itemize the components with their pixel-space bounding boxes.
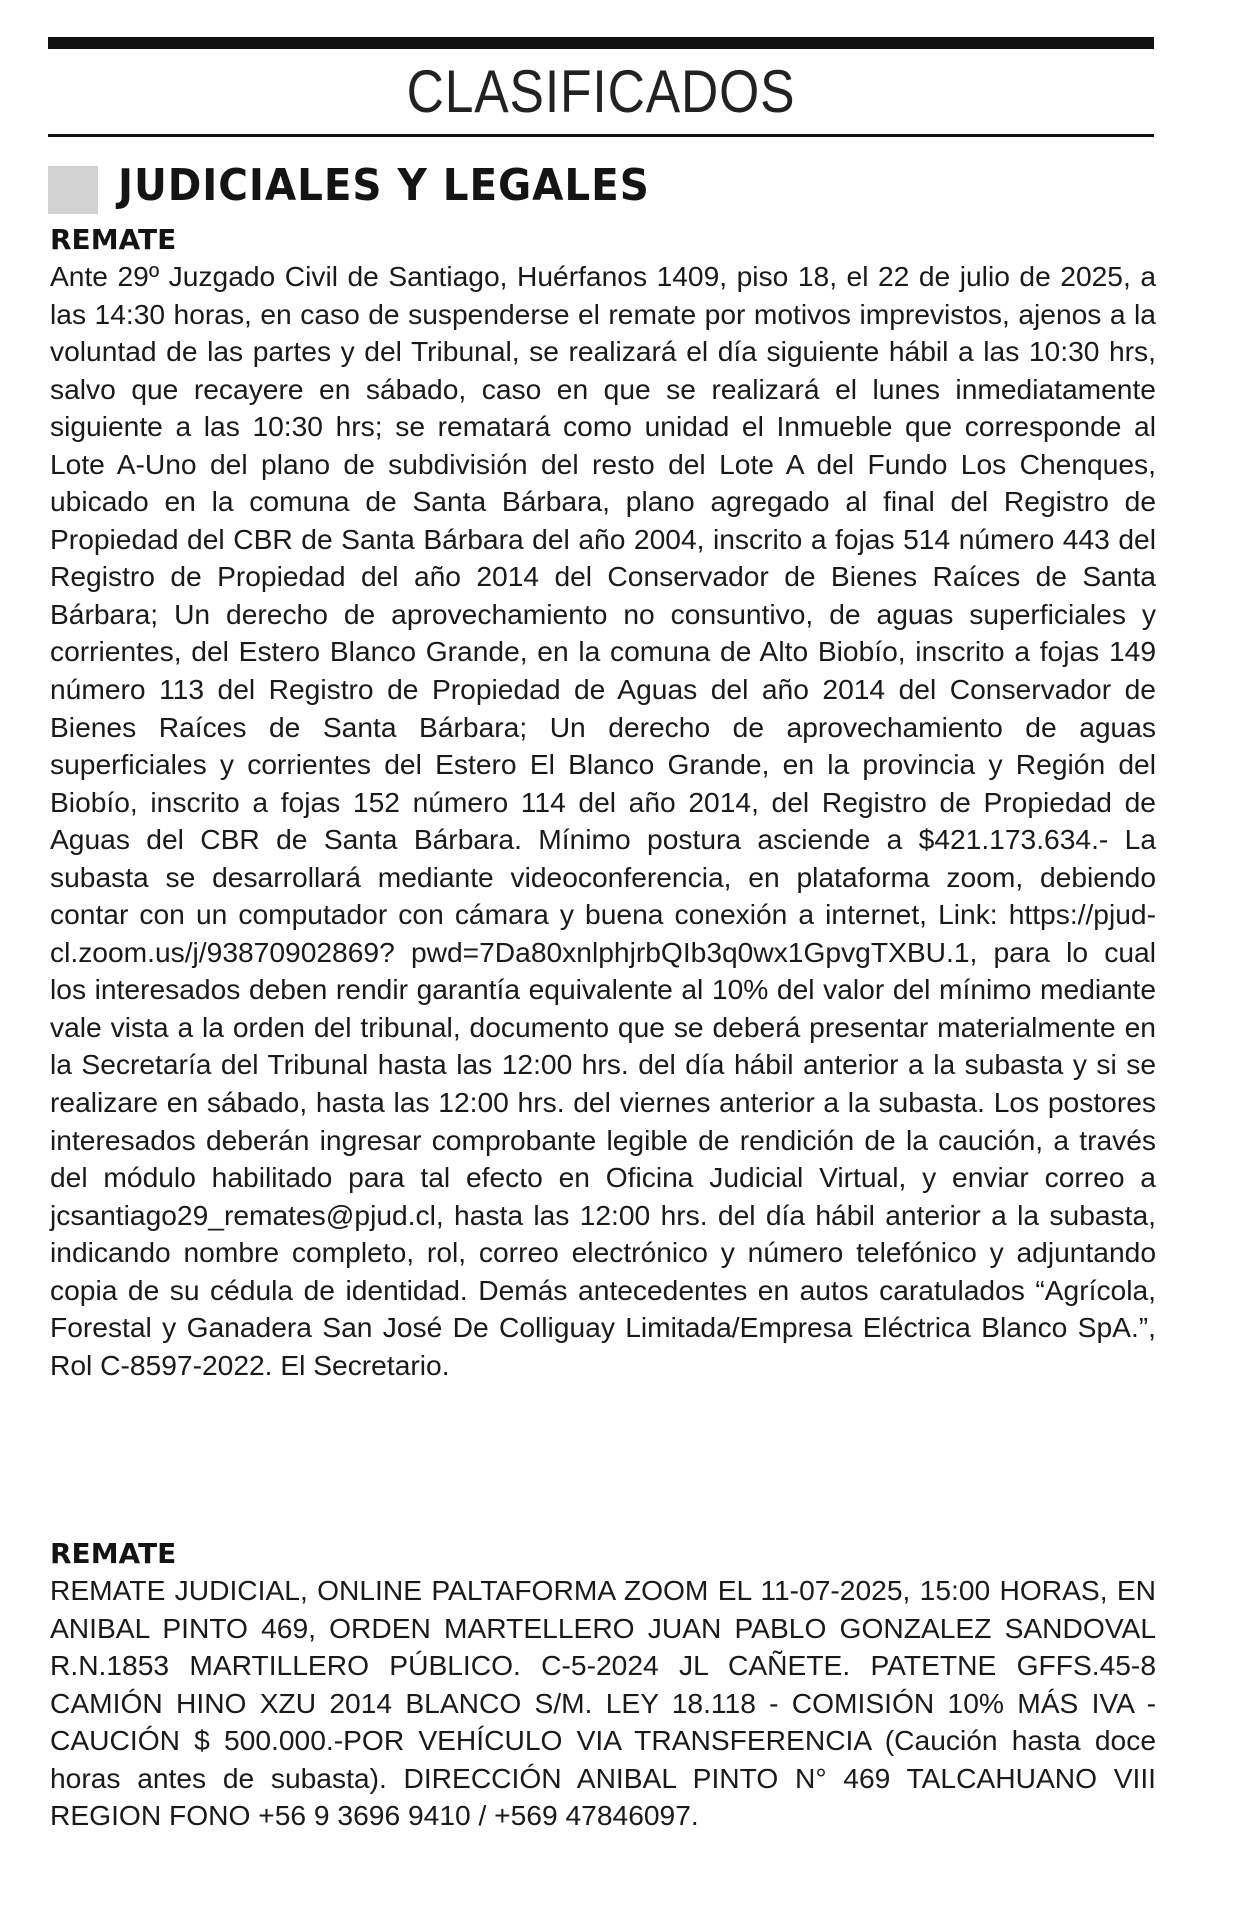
section-title: CLASIFICADOS [406,58,796,125]
classified-ad [50,1536,1156,1835]
title-rule [48,134,1154,137]
classified-ad [50,222,1156,1384]
ad-body: Ante 29º Juzgado Civil de Santiago, Huérfanos 1409, piso 18, el 22 de julio de 2025, a las 14:30 horas, en caso de suspenderse el remate por motivos imprevistos, ajenos a la voluntad de las partes y del Tribunal, se realizará el día siguiente hábil a las 10:30 hrs, salvo que recayere en sábado, caso en que se realizará el lunes inmediatamente siguiente a las 10:30 hrs; se rematará como unidad el Inmueble que corresponde al Lote A-Uno del plano de subdivisión del resto del Lote A del Fundo Los Chenques, ubicado en la comuna de Santa Bárbara, plano agregado al final del Registro de Propiedad del CBR de Santa Bárbara del año 2004, inscrito a fojas 514 número 443 del Registro de Propiedad del año 2014 del Conservador de Bienes Raíces de Santa Bárbara; Un derecho de aprovechamiento no consuntivo, de aguas superficiales y corrientes, del Estero Blanco Grande, en la comuna de Alto Biobío, inscrito a fojas 149 número 113 del Registro de Propiedad de Aguas del año 2014 del Conservador de Bienes Raíces de Santa Bárbara; Un derecho de aprovechamiento de aguas superficiales y corrientes del Estero El Blanco Grande, en la provincia y Región del Biobío, inscrito a fojas 152 número 114 del año 2014, del Registro de Propiedad de Aguas del CBR de Santa Bárbara. Mínimo postura asciende a $421.173.634.- La subasta se desarrollará mediante videoconferencia, en plataforma zoom, debiendo contar con un computador con cámara y buena conexión a internet, Link: https://pjud-cl.zoom.us/j/93870902869? pwd=7Da80xnlphjrbQIb3q0wx1GpvgTXBU.1, para lo cual los interesados deben rendir garantía equivalente al 10% del valor del mínimo mediante vale vista a la orden del tribunal, documento que se deberá presentar materialmente en la Secretaría del Tribunal hasta las 12:00 hrs. del día hábil anterior a la subasta y si se realizare en sábado, hasta las 12:00 hrs. del viernes anterior a la subasta. Los postores interesados deberán ingresar comprobante legible de rendición de la caución, a través del módulo habilitado para tal efecto en Oficina Judicial Virtual, y enviar correo a jcsantiago29_remates@pjud.cl, hasta las 12:00 hrs. del día hábil anterior a la subasta, indicando nombre completo, rol, correo electrónico y número telefónico y adjuntando copia de su cédula de identidad. Demás antecedentes en autos caratulados “Agrícola, Forestal y Ganadera San José De Colliguay Limitada/Empresa Eléctrica Blanco SpA.”, Rol C-8597-2022. El Secretario. [50,260,1156,1381]
ad-body: REMATE JUDICIAL, ONLINE PALTAFORMA ZOOM EL 11-07-2025, 15:00 HORAS, EN ANIBAL PINTO 469, ORDEN MARTELLERO JUAN PABLO GONZALEZ SANDOVAL R.N.1853 MARTILLERO PÚBLICO. C-5-2024 JL CAÑETE. PATETNE GFFS.45-8 CAMIÓN HINO XZU 2014 BLANCO S/M. LEY 18.118 - COMISIÓN 10% MÁS IVA - CAUCIÓN $ 500.000.-POR VEHÍCULO VIA TRANSFERENCIA (Caución hasta doce horas antes de subasta). DIRECCIÓN ANIBAL PINTO N° 469 TALCAHUANO VIII REGION FONO +56 9 3696 9410 / +569 47846097. [50,1574,1156,1832]
category-title: JUDICIALES Y LEGALES [118,160,650,211]
ad-heading: REMATE [50,1537,177,1570]
category-marker [48,166,98,214]
top-rule [48,37,1154,49]
ad-heading: REMATE [50,223,177,256]
